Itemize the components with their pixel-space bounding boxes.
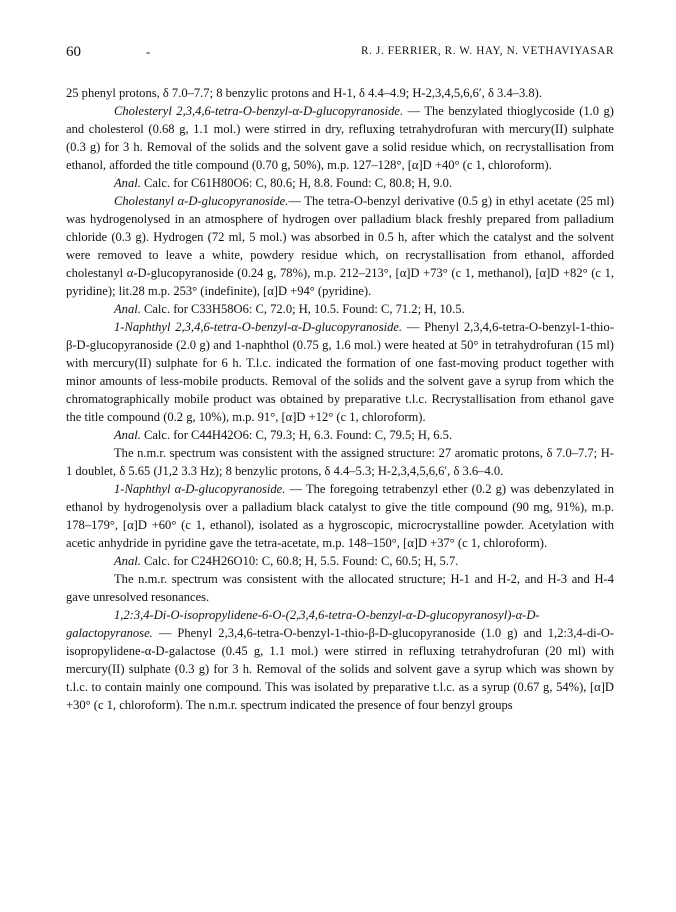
header-dash: - xyxy=(146,44,151,59)
compound-heading: Cholesteryl 2,3,4,6-tetra-O-benzyl-α-D-glucopyranoside. xyxy=(114,104,404,118)
paragraph-text: — The tetra-O-benzyl derivative (0.5 g) in ethyl acetate (25 ml) was hydrogenolysed in an atmosphere of hydrogen over palladium black freshly prepared from palladium chloride (0.3 g). Hydrogen (72 ml, 5 mol.) was absorbed in 0.5 h, after which the catalyst and the solvent were removed to leave a white, powdery residue which, on recrystallisation from ethanol, afforded cholestanyl α-D-glucopyranoside (0.24 g, 78%), m.p. 212–213°, [α]D +73° (c 1, methanol), [α]D +82° (c 1, pyridine); lit.28 m.p. 253° (indefinite), [α]D +94° (pyridine). xyxy=(66,194,614,298)
compound-heading: 1-Naphthyl 2,3,4,6-tetra-O-benzyl-α-D-glucopyranoside. xyxy=(114,320,403,334)
paragraph-naphthyl-benzyl xyxy=(66,318,614,426)
paragraph-text: — Phenyl 2,3,4,6-tetra-O-benzyl-1-thio-β-D-glucopyranoside (1.0 g) and 1,2:3,4-di-O-isopropylidene-α-D-galactose (0.45 g, 1.1 mol.) were stirred in refluxing tetrahydrofuran (20 ml) with mercury(II) sulphate (0.3 g) for 3 h. Removal of the solids and solvent gave a syrup which was shown by t.l.c. to contain mainly one compound. This was isolated by preparative t.l.c. as a syrup (0.67 g, 54%), [α]D +30° (c 1, chloroform). The n.m.r. spectrum indicated the presence of four benzyl groups xyxy=(66,626,614,712)
analysis-text: Calc. for C24H26O10: C, 60.8; H, 5.5. Found: C, 60.5; H, 5.7. xyxy=(140,554,459,568)
page-number: 60 xyxy=(66,44,81,60)
anal-label: Anal. xyxy=(114,428,141,442)
article-body xyxy=(66,84,614,714)
compound-heading: 1,2:3,4-Di-O-isopropylidene-6-O-(2,3,4,6-tetra-O-benzyl-α-D-glucopyranosyl)-α-D-galactopyranose. xyxy=(66,608,540,640)
analysis-line xyxy=(66,300,614,318)
paragraph-cholestanyl xyxy=(66,192,614,300)
paragraph-cholesteryl xyxy=(66,102,614,174)
anal-label: Anal. xyxy=(114,554,141,568)
analysis-line xyxy=(66,174,614,192)
paragraph-galactopyranose xyxy=(66,606,614,714)
paragraph-text: — The benzylated thioglycoside (1.0 g) and cholesterol (0.68 g, 1.1 mol.) were stirred in dry, refluxing tetrahydrofuran with mercury(II) sulphate (0.3 g) for 3 h. Removal of the solids and the solvent gave a solid residue which, on recrystallisation from ethanol, afforded the title compound (0.70 g, 50%), m.p. 127–128°, [α]D +40° (c 1, chloroform). xyxy=(66,104,614,172)
paragraph-nmr-allocated: The n.m.r. spectrum was consistent with the allocated structure; H-1 and H-2, and H-3 and H-4 gave unresolved resonances. xyxy=(66,572,614,604)
running-header xyxy=(66,44,614,64)
analysis-text: Calc. for C44H42O6: C, 79.3; H, 6.3. Found: C, 79.5; H, 6.5. xyxy=(140,428,453,442)
analysis-line xyxy=(66,426,614,444)
compound-heading: 1-Naphthyl α-D-glucopyranoside. xyxy=(114,482,286,496)
analysis-text: Calc. for C33H58O6: C, 72.0; H, 10.5. Found: C, 71.2; H, 10.5. xyxy=(140,302,465,316)
paragraph-text: — Phenyl 2,3,4,6-tetra-O-benzyl-1-thio-β-D-glucopyranoside (2.0 g) and 1-naphthol (0.75 g, 1.6 mol.) were heated at 50° in tetrahydrofuran (15 ml) with mercury(II) sulphate for 6 h. T.l.c. indicated the formation of one fast-moving product together with minor amounts of less-mobile products. Removal of the solids and the solvent gave a syrup from which the chromatographically mobile product was obtained by preparative t.l.c. Recrystallisation from ethanol gave the title compound (0.2 g, 10%), m.p. 91°, [α]D +12° (c 1, chloroform). xyxy=(66,320,614,424)
paragraph-nmr-naphthyl: The n.m.r. spectrum was consistent with the assigned structure: 27 aromatic protons, δ 7.0–7.7; H-1 doublet, δ 5.65 (J1,2 3.3 Hz); 8 benzylic protons, δ 4.4–5.3; H-2,3,4,5,6,6′, δ 3.6–4.0. xyxy=(66,446,614,478)
paragraph-naphthyl-glucoside xyxy=(66,480,614,552)
paragraph-nmr-continuation: 25 phenyl protons, δ 7.0–7.7; 8 benzylic protons and H-1, δ 4.4–4.9; H-2,3,4,5,6,6′, δ 3.4–3.8). xyxy=(66,86,542,100)
paragraph-text: — The foregoing tetrabenzyl ether (0.2 g) was debenzylated in ethanol by hydrogenolysis over a palladium black catalyst to give the title compound (90 mg, 91%), m.p. 178–179°, [α]D +60° (c 1, ethanol), isolated as a hygroscopic, microcrystalline powder. Acetylation with acetic anhydride in pyridine gave the tetra-acetate, m.p. 148–150°, [α]D +37° (c 1, chloroform). xyxy=(66,482,614,550)
anal-label: Anal. xyxy=(114,302,141,316)
compound-heading: Cholestanyl α-D-glucopyranoside. xyxy=(114,194,289,208)
anal-label: Anal. xyxy=(114,176,141,190)
running-head-authors: R. J. FERRIER, R. W. HAY, N. VETHAVIYASAR xyxy=(361,45,614,57)
analysis-line xyxy=(66,552,614,570)
analysis-text: Calc. for C61H80O6: C, 80.6; H, 8.8. Found: C, 80.8; H, 9.0. xyxy=(140,176,453,190)
